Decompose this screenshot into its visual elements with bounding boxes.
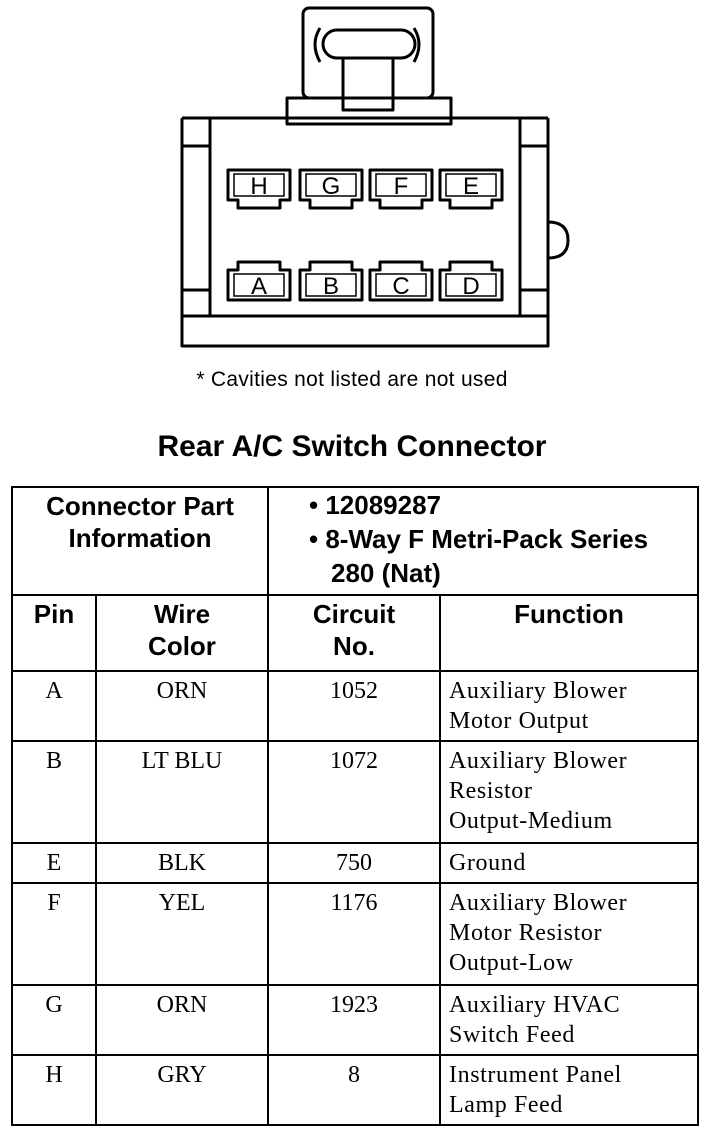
function-cell <box>440 843 698 883</box>
connector-info-values <box>268 487 698 595</box>
info-label-line2: Information <box>68 523 212 553</box>
pin-cavity-a <box>228 262 290 300</box>
pin-cavity-h <box>228 170 290 208</box>
function-cell <box>440 741 698 843</box>
header-wire-color: Wire Color <box>96 595 268 671</box>
pin-cell: H <box>12 1055 96 1125</box>
pin-cell: E <box>12 843 96 883</box>
function-cell <box>440 1055 698 1125</box>
function-cell <box>440 985 698 1055</box>
circuit-cell: 1072 <box>268 741 440 843</box>
function-line: Lamp Feed <box>449 1092 564 1118</box>
function-line: Output-Medium <box>449 808 613 834</box>
pin-letter-f: F <box>393 173 409 200</box>
pin-cavity-c <box>370 262 432 300</box>
connector-type: • 8-Way F Metri-Pack Series 280 (Nat) <box>309 524 649 588</box>
function-line: Auxiliary Blower <box>449 748 628 774</box>
pin-cavities <box>228 170 502 300</box>
function-line: Auxiliary Blower <box>449 890 628 916</box>
pin-row-g <box>12 985 698 1055</box>
pin-row-b <box>12 741 698 843</box>
function-line: Motor Resistor <box>449 920 603 946</box>
function-line: Output-Low <box>449 950 574 976</box>
circuit-cell: 1176 <box>268 883 440 985</box>
function-line: Resistor <box>449 778 533 804</box>
cavities-footnote: * Cavities not listed are not used <box>196 368 508 391</box>
wire-color-cell: ORN <box>96 985 268 1055</box>
pin-letter-c: C <box>392 273 410 300</box>
circuit-cell: 750 <box>268 843 440 883</box>
wire-color-cell: YEL <box>96 883 268 985</box>
wire-color-cell: GRY <box>96 1055 268 1125</box>
pin-letter-a: A <box>250 273 268 300</box>
wire-color-cell: BLK <box>96 843 268 883</box>
pin-row-e <box>12 843 698 883</box>
connector-latch <box>287 8 451 124</box>
wire-color-cell: LT BLU <box>96 741 268 843</box>
info-label-line1: Connector Part <box>46 491 234 521</box>
pin-letter-e: E <box>462 173 480 200</box>
function-line: Auxiliary Blower <box>449 678 628 704</box>
connector-pin-table <box>11 486 699 1126</box>
circuit-cell: 8 <box>268 1055 440 1125</box>
function-line: Instrument Panel <box>449 1062 622 1088</box>
circuit-cell: 1923 <box>268 985 440 1055</box>
pin-cell: B <box>12 741 96 843</box>
pin-row-f <box>12 883 698 985</box>
function-cell <box>440 883 698 985</box>
pin-letter-h: H <box>250 173 268 200</box>
connector-info-row <box>12 487 698 595</box>
circuit-cell: 1052 <box>268 671 440 741</box>
pin-row-a <box>12 671 698 741</box>
connector-info-label <box>12 487 268 595</box>
header-pin: Pin <box>12 595 96 671</box>
connector-housing <box>182 118 568 346</box>
function-line: Ground <box>449 850 526 876</box>
pin-cavity-e <box>440 170 502 208</box>
part-number: • 12089287 <box>309 490 442 520</box>
pin-cavity-b <box>300 262 362 300</box>
pin-cavity-f <box>370 170 432 208</box>
pin-cell: G <box>12 985 96 1055</box>
pin-letter-d: D <box>462 273 480 300</box>
column-header-row <box>12 595 698 671</box>
function-line: Switch Feed <box>449 1022 575 1048</box>
pin-cavity-d <box>440 262 502 300</box>
pin-cavity-g <box>300 170 362 208</box>
function-line: Motor Output <box>449 708 589 734</box>
header-function: Function <box>440 595 698 671</box>
pin-row-h <box>12 1055 698 1125</box>
connector-title: Rear A/C Switch Connector <box>157 430 547 463</box>
pin-letter-g: G <box>321 173 341 200</box>
wire-color-cell: ORN <box>96 671 268 741</box>
connector-face-diagram <box>0 0 704 362</box>
function-line: Auxiliary HVAC <box>449 992 621 1018</box>
pin-letter-b: B <box>322 273 340 300</box>
pin-cell: F <box>12 883 96 985</box>
header-circuit-no: Circuit No. <box>268 595 440 671</box>
function-cell <box>440 671 698 741</box>
pin-cell: A <box>12 671 96 741</box>
